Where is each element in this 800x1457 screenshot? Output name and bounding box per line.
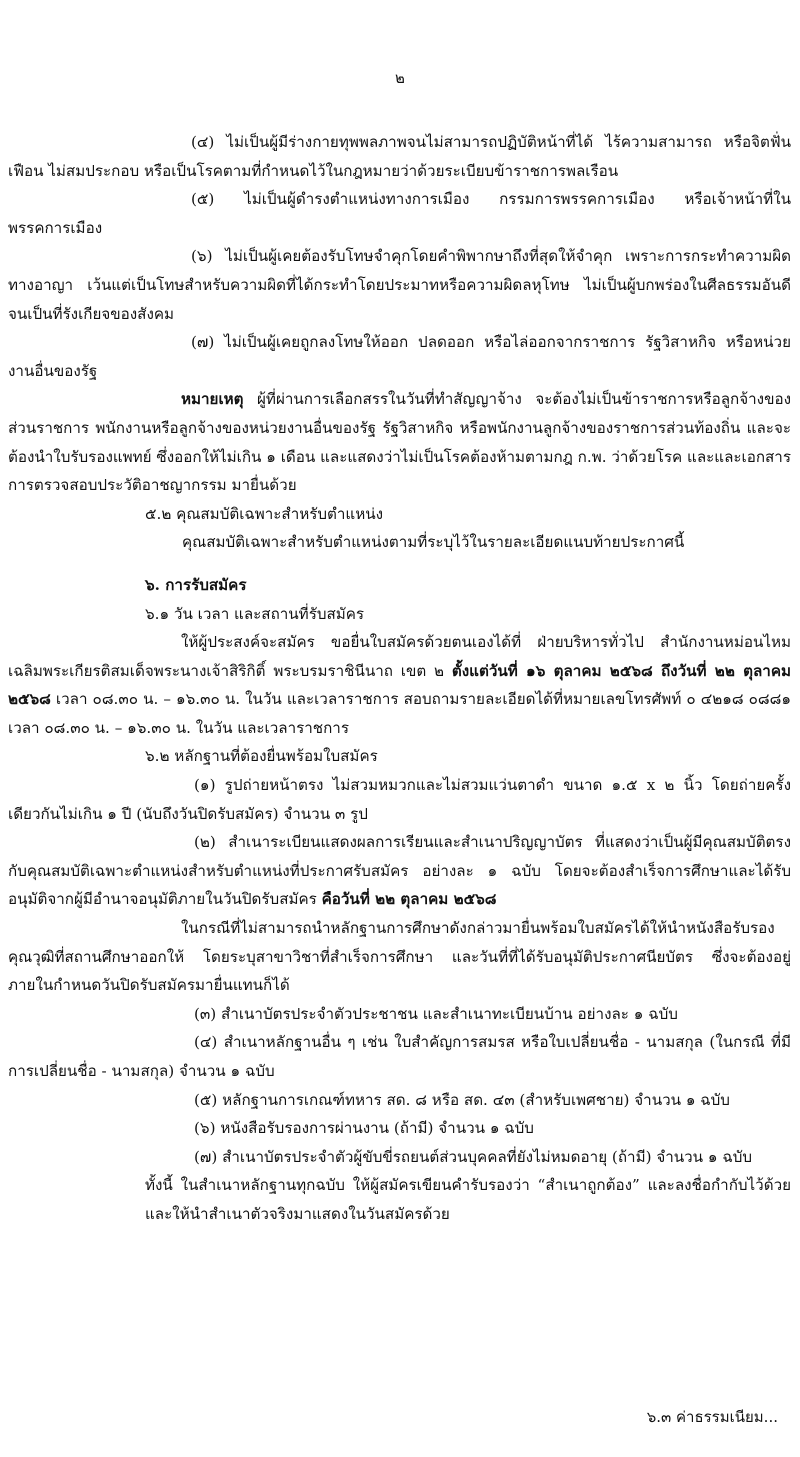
note-text: ผู้ที่ผ่านการเลือกสรรในวันที่ทำสัญญาจ้าง จะต้องไม่เป็นข้าราชการหรือลูกจ้างของส่วนราชการ พนักงานหรือลูกจ้างของหน่วยงานอื่นของรัฐ รัฐวิสาหกิจ หรือพนักงานลูกจ้างของราชการส่วนท้องถิ่น และจะต้องนำใบรับรองแพทย์ ซึ่งออกให้ไม่เกิน ๑ เดือน และแสดงว่าไม่เป็นโรคต้องห้ามตามกฎ ก.พ. ว่าด้วยโรค และและเอกสารการตรวจสอบประวัติอาชญากรรม มายื่นด้วย — [8, 390, 791, 495]
section-6-2-heading: ๖.๒ หลักฐานที่ต้องยื่นพร้อมใบสมัคร — [145, 747, 378, 766]
qualification-item-5: (๕) ไม่เป็นผู้ดำรงตำแหน่งทางการเมือง กรรมการพรรคการเมือง หรือเจ้าหน้าที่ในพรรคการเมือง — [8, 190, 791, 237]
document-item-7: (๗) สำเนาบัตรประจำตัวผู้ขับขี่รถยนต์ส่วนบุคคลที่ยังไม่หมดอายุ (ถ้ามี) จำนวน ๑ ฉบับ — [194, 1147, 752, 1166]
continuation-footer: ๖.๓ ค่าธรรมเนียม... — [646, 1408, 778, 1426]
qualification-item-6: (๖) ไม่เป็นผู้เคยต้องรับโทษจำคุกโดยคำพิพากษาถึงที่สุดให้จำคุก เพราะการกระทำความผิดทางอาญา เว้นแต่เป็นโทษสำหรับความผิดที่ได้กระทำโดยประมาทหรือความผิดลหุโทษ ไม่เป็นผู้บกพร่องในศีลธรรมอันดีจนเป็นที่รังเกียจของสังคม — [8, 247, 791, 323]
section-6-heading: ๖. การรับสมัคร — [145, 575, 247, 594]
document-item-2-text: (๒) สำเนาระเบียนแสดงผลการเรียนและสำเนาปริญญาบัตร ที่แสดงว่าเป็นผู้มีคุณสมบัติตรงกับคุณสมบัติเฉพาะตำแหน่งสำหรับตำแหน่งที่ประกาศรับสมัคร อย่างละ ๑ ฉบับ โดยจะต้องสำเร็จการศึกษาและได้รับอนุมัติจากผู้มีอำนาจอนุมัติภายในวันปิดรับสมัคร — [8, 833, 791, 909]
note-paragraph — [8, 385, 791, 499]
document-item-4: (๔) สำเนาหลักฐานอื่น ๆ เช่น ใบสำคัญการสมรส หรือใบเปลี่ยนชื่อ - นามสกุล (ในกรณี ที่มีการเปลี่ยนชื่อ - นามสกุล) จำนวน ๑ ฉบับ — [8, 1033, 791, 1080]
section-6-1-heading: ๖.๑ วัน เวลา และสถานที่รับสมัคร — [145, 604, 365, 623]
qualification-item-7: (๗) ไม่เป็นผู้เคยถูกลงโทษให้ออก ปลดออก หรือไล่ออกจากราชการ รัฐวิสาหกิจ หรือหน่วยงานอื่นของรัฐ — [8, 333, 791, 380]
document-item-5: (๕) หลักฐานการเกณฑ์ทหาร สด. ๘ หรือ สด. ๔๓ (สำหรับเพศชาย) จำนวน ๑ ฉบับ — [194, 1090, 730, 1109]
page-number: ๒ — [395, 69, 405, 87]
qualification-item-4: (๔) ไม่เป็นผู้มีร่างกายทุพพลภาพจนไม่สามารถปฏิบัติหน้าที่ได้ ไร้ความสามารถ หรือจิตฟั่นเฟือน ไม่สมประกอบ หรือเป็นโรคตามที่กำหนดไว้ในกฎหมายว่าด้วยระเบียบข้าราชการพลเรือน — [8, 133, 791, 180]
document-item-2-note: ในกรณีที่ไม่สามารถนำหลักฐานการศึกษาดังกล่าวมายื่นพร้อมใบสมัครได้ให้นำหนังสือรับรองคุณวุฒิที่สถานศึกษาออกให้ โดยระบุสาขาวิชาที่สำเร็จการศึกษา และวันที่ที่ได้รับอนุมัติประกาศนียบัตร ซึ่งจะต้องอยู่ภายในกำหนดวันปิดรับสมัครมายื่นแทนก็ได้ — [8, 919, 791, 995]
document-item-1: (๑) รูปถ่ายหน้าตรง ไม่สวมหมวกและไม่สวมแว่นตาดำ ขนาด ๑.๕ x ๒ นิ้ว โดยถ่ายครั้งเดียวกันไม่เกิน ๑ ปี (นับถึงวันปิดรับสมัคร) จำนวน ๓ รูป — [8, 776, 791, 823]
section-5-2-heading: ๕.๒ คุณสมบัติเฉพาะสำหรับตำแหน่ง — [145, 504, 384, 523]
application-period: ตั้งแต่วันที่ ๑๖ ตุลาคม ๒๕๖๘ ถึงวันที่ ๒๒ ตุลาคม ๒๕๖๘ — [8, 661, 791, 709]
document-body — [8, 128, 791, 1229]
closing-paragraph: ทั้งนี้ ในสำเนาหลักฐานทุกฉบับ ให้ผู้สมัครเขียนคำรับรองว่า “สำเนาถูกต้อง” และลงชื่อกำกับไว้ด้วย และให้นำสำเนาตัวจริงมาแสดงในวันสมัครด้วย — [145, 1176, 791, 1223]
section-6-1-text-a: ให้ผู้ประสงค์จะสมัคร ขอยื่นใบสมัครด้วยตนเองได้ที่ ฝ่ายบริหารทั่วไป สำนักงานหม่อนไหมเฉลิมพระเกียรติสมเด็จพระนางเจ้าสิริกิติ์ พระบรมราชินีนาถ เขต ๒ — [8, 633, 791, 680]
section-6-1-text-c: เวลา ๐๘.๓๐ น. – ๑๖.๓๐ น. ในวัน และเวลาราชการ สอบถามรายละเอียดได้ที่หมายเลขโทรศัพท์ ๐ ๔๒๑๘ ๐๘๘๑ เวลา ๐๘.๓๐ น. – ๑๖.๓๐ น. ในวัน และเวลาราชการ — [8, 690, 791, 737]
document-item-2 — [8, 828, 791, 914]
note-label: หมายเหตุ — [181, 390, 244, 409]
section-6-1-text — [8, 628, 791, 742]
section-5-2-text: คุณสมบัติเฉพาะสำหรับตำแหน่งตามที่ระบุไว้ในรายละเอียดแนบท้ายประกาศนี้ — [182, 533, 685, 552]
document-item-3: (๓) สำเนาบัตรประจำตัวประชาชน และสำเนาทะเบียนบ้าน อย่างละ ๑ ฉบับ — [194, 1004, 678, 1023]
document-item-6: (๖) หนังสือรับรองการผ่านงาน (ถ้ามี) จำนวน ๑ ฉบับ — [194, 1119, 534, 1138]
closing-date: คือวันที่ ๒๒ ตุลาคม ๒๕๖๘ — [321, 890, 497, 909]
